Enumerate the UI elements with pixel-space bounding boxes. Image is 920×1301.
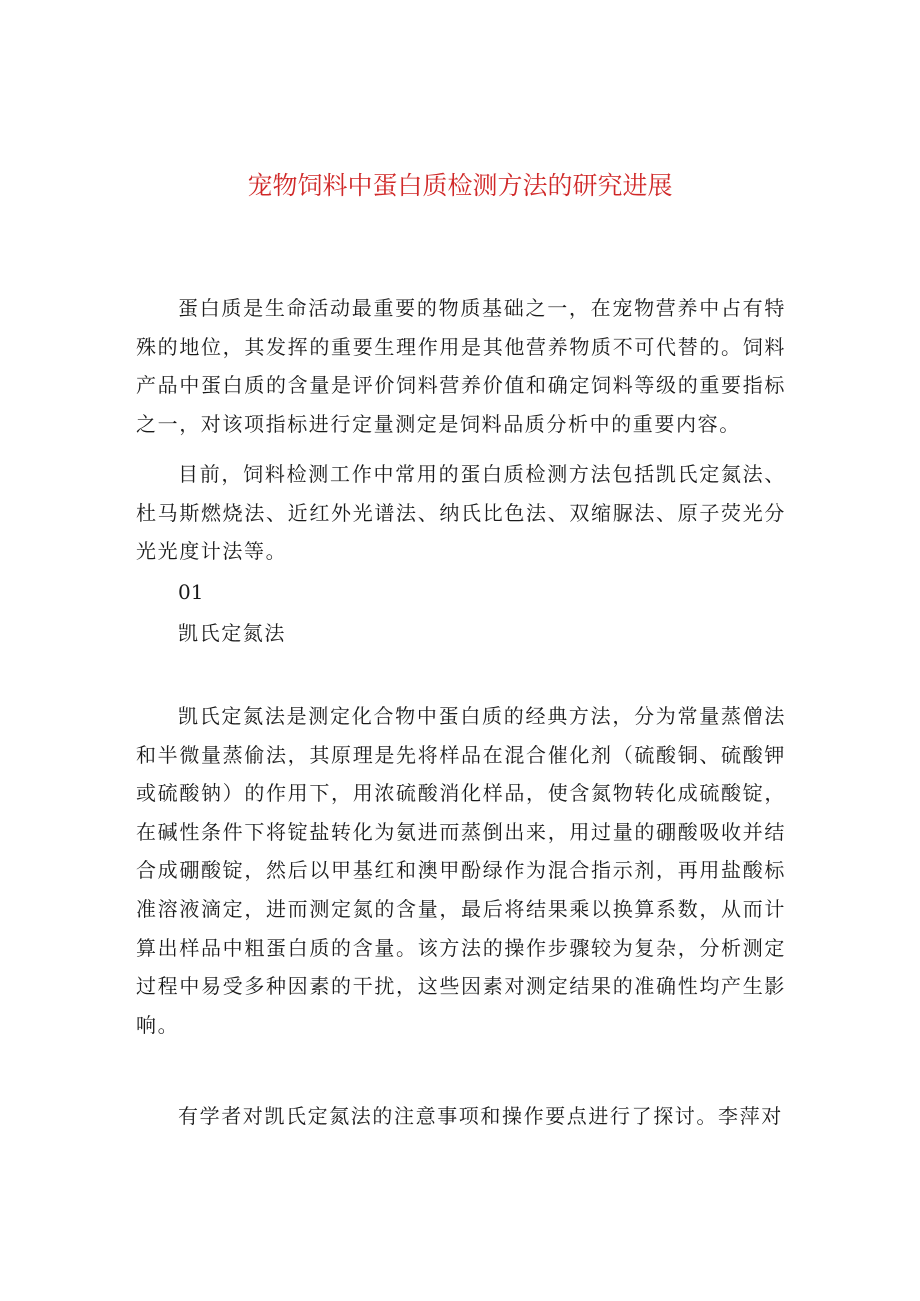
section-body-paragraph: 凯氏定氮法是测定化合物中蛋白质的经典方法，分为常量蒸僧法和半微量蒸偷法，其原理是先将样品在混合催化剂（硫酸铜、硫酸钾或硫酸钠）的作用下，用浓硫酸消化样品，使含氮物转化成硫酸锭，在碱性条件下将锭盐转化为氨进而蒸倒出来，用过量的硼酸吸收并结合成硼酸锭，然后以甲基红和澳甲酚绿作为混合指示剂，再用盐酸标准溶液滴定，进而测定氮的含量，最后将结果乘以换算系数，从而计算出样品中粗蛋白质的含量。该方法的操作步骤较为复杂，分析测定过程中易受多种因素的干扰，这些因素对测定结果的准确性均产生影响。 bbox=[136, 704, 786, 1037]
intro-paragraph-2: 目前，饲料检测工作中常用的蛋白质检测方法包括凯氏定氮法、杜马斯燃烧法、近红外光谱法、纳氏比色法、双缩脲法、原子荧光分光光度计法等。 bbox=[136, 462, 786, 563]
section-next-paragraph: 有学者对凯氏定氮法的注意事项和操作要点进行了探讨。李萍对 bbox=[178, 1104, 783, 1128]
section-heading: 凯氏定氮法 bbox=[178, 621, 286, 645]
document-title: 宠物饲料中蛋白质检测方法的研究进展 bbox=[247, 171, 673, 200]
section-number: 01 bbox=[178, 580, 204, 604]
intro-paragraph-1: 蛋白质是生命活动最重要的物质基础之一，在宠物营养中占有特殊的地位，其发挥的重要生理作用是其他营养物质不可代替的。饲料产品中蛋白质的含量是评价饲料营养价值和确定饲料等级的重要指标之一，对该项指标进行定量测定是饲料品质分析中的重要内容。 bbox=[136, 296, 786, 436]
